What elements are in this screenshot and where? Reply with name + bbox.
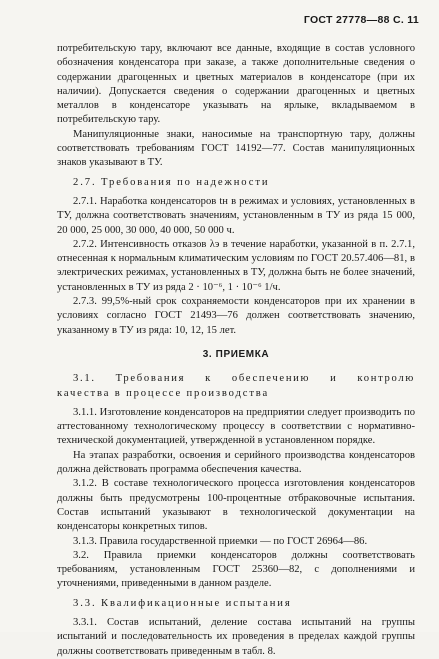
heading-3-1-line2: качества в процессе производства	[57, 387, 270, 399]
paragraph-3-1-1: 3.1.1. Изготовление конденсаторов на предприятии следует производить по аттестованному технологическому процессу в соответствии с нормативно-технической документацией, утвержденной в установленном порядке.	[57, 406, 415, 447]
heading-qualification-tests: 3.3. Квалификационные испытания	[73, 597, 292, 609]
section-title-acceptance: 3. ПРИЕМКА	[202, 348, 270, 360]
heading-3-1-line1: 3.1. Требования к обеспечению и контролю	[73, 373, 415, 385]
paragraph-packaging-info: потребительскую тару, включают все данные, входящие в состав условного обозначения конденсатора при заказе, а также дополнительные сведения о содержании драгоценных и цветных материалов в конденсаторе (при их наличии). Допускается сведения о содержании драгоценных и цветных металлов в конденсаторе указывать на ярлыке, вкладываемом в потребительскую тару.	[57, 43, 415, 126]
heading-reliability: 2.7. Требования по надежности	[73, 176, 270, 188]
paragraph-3-1-2: 3.1.2. В составе технологического процесса изготовления конденсаторов должны быть предусмотрены 100-процентные отбраковочные испытания. Состав испытаний указывают в технологической документации на конденсаторы конкретных типов.	[57, 478, 415, 533]
paragraph-2-7-2: 2.7.2. Интенсивность отказов λэ в течение наработки, указанной в п. 2.7.1, отнесенная к нормальным климатическим условиям по ГОСТ 20.57.406—81, в электрических режимах, установленных в ТУ, должна быть не более значений, установленных в ТУ из ряда 2 · 10⁻⁶, 1 · 10⁻⁶ 1/ч.	[57, 238, 415, 293]
paragraph-handling-marks: Манипуляционные знаки, наносимые на транспортную тару, должны соответствовать требованиям ГОСТ 14192—77. Состав манипуляционных знаков указывают в ТУ.	[57, 128, 415, 169]
paragraph-3-3-1: 3.3.1. Состав испытаний, деление состава испытаний на группы испытаний и последовательность их проведения в пределах каждой группы должны соответствовать приведенным в табл. 8.	[57, 616, 415, 657]
page-header: ГОСТ 27778—88 С. 11	[303, 14, 419, 26]
document-body	[57, 42, 415, 659]
paragraph-3-1-3: 3.1.3. Правила государственной приемки — по ГОСТ 26964—86.	[73, 535, 368, 547]
paragraph-2-7-3: 2.7.3. 99,5%-ный срок сохраняемости конденсаторов при их хранении в условиях согласно ГОСТ 21493—76 должен соответствовать значению, указанному в ТУ из ряда: 10, 12, 15 лет.	[57, 296, 415, 336]
paragraph-3-1-1-quality: На этапах разработки, освоения и серийного производства конденсаторов должна действовать программа обеспечения качества.	[57, 449, 415, 476]
paragraph-2-7-1: 2.7.1. Наработка конденсаторов tн в режимах и условиях, установленных в ТУ, должна соответствовать значениям, установленным в ТУ из ряда 15 000, 20 000, 25 000, 30 000, 40 000, 50 000 ч.	[57, 195, 415, 236]
paragraph-3-2: 3.2. Правила приемки конденсаторов должны соответствовать требованиям, установленным ГОСТ 25360—82, с дополнениями и уточнениями, приведенными в данном разделе.	[57, 549, 415, 590]
